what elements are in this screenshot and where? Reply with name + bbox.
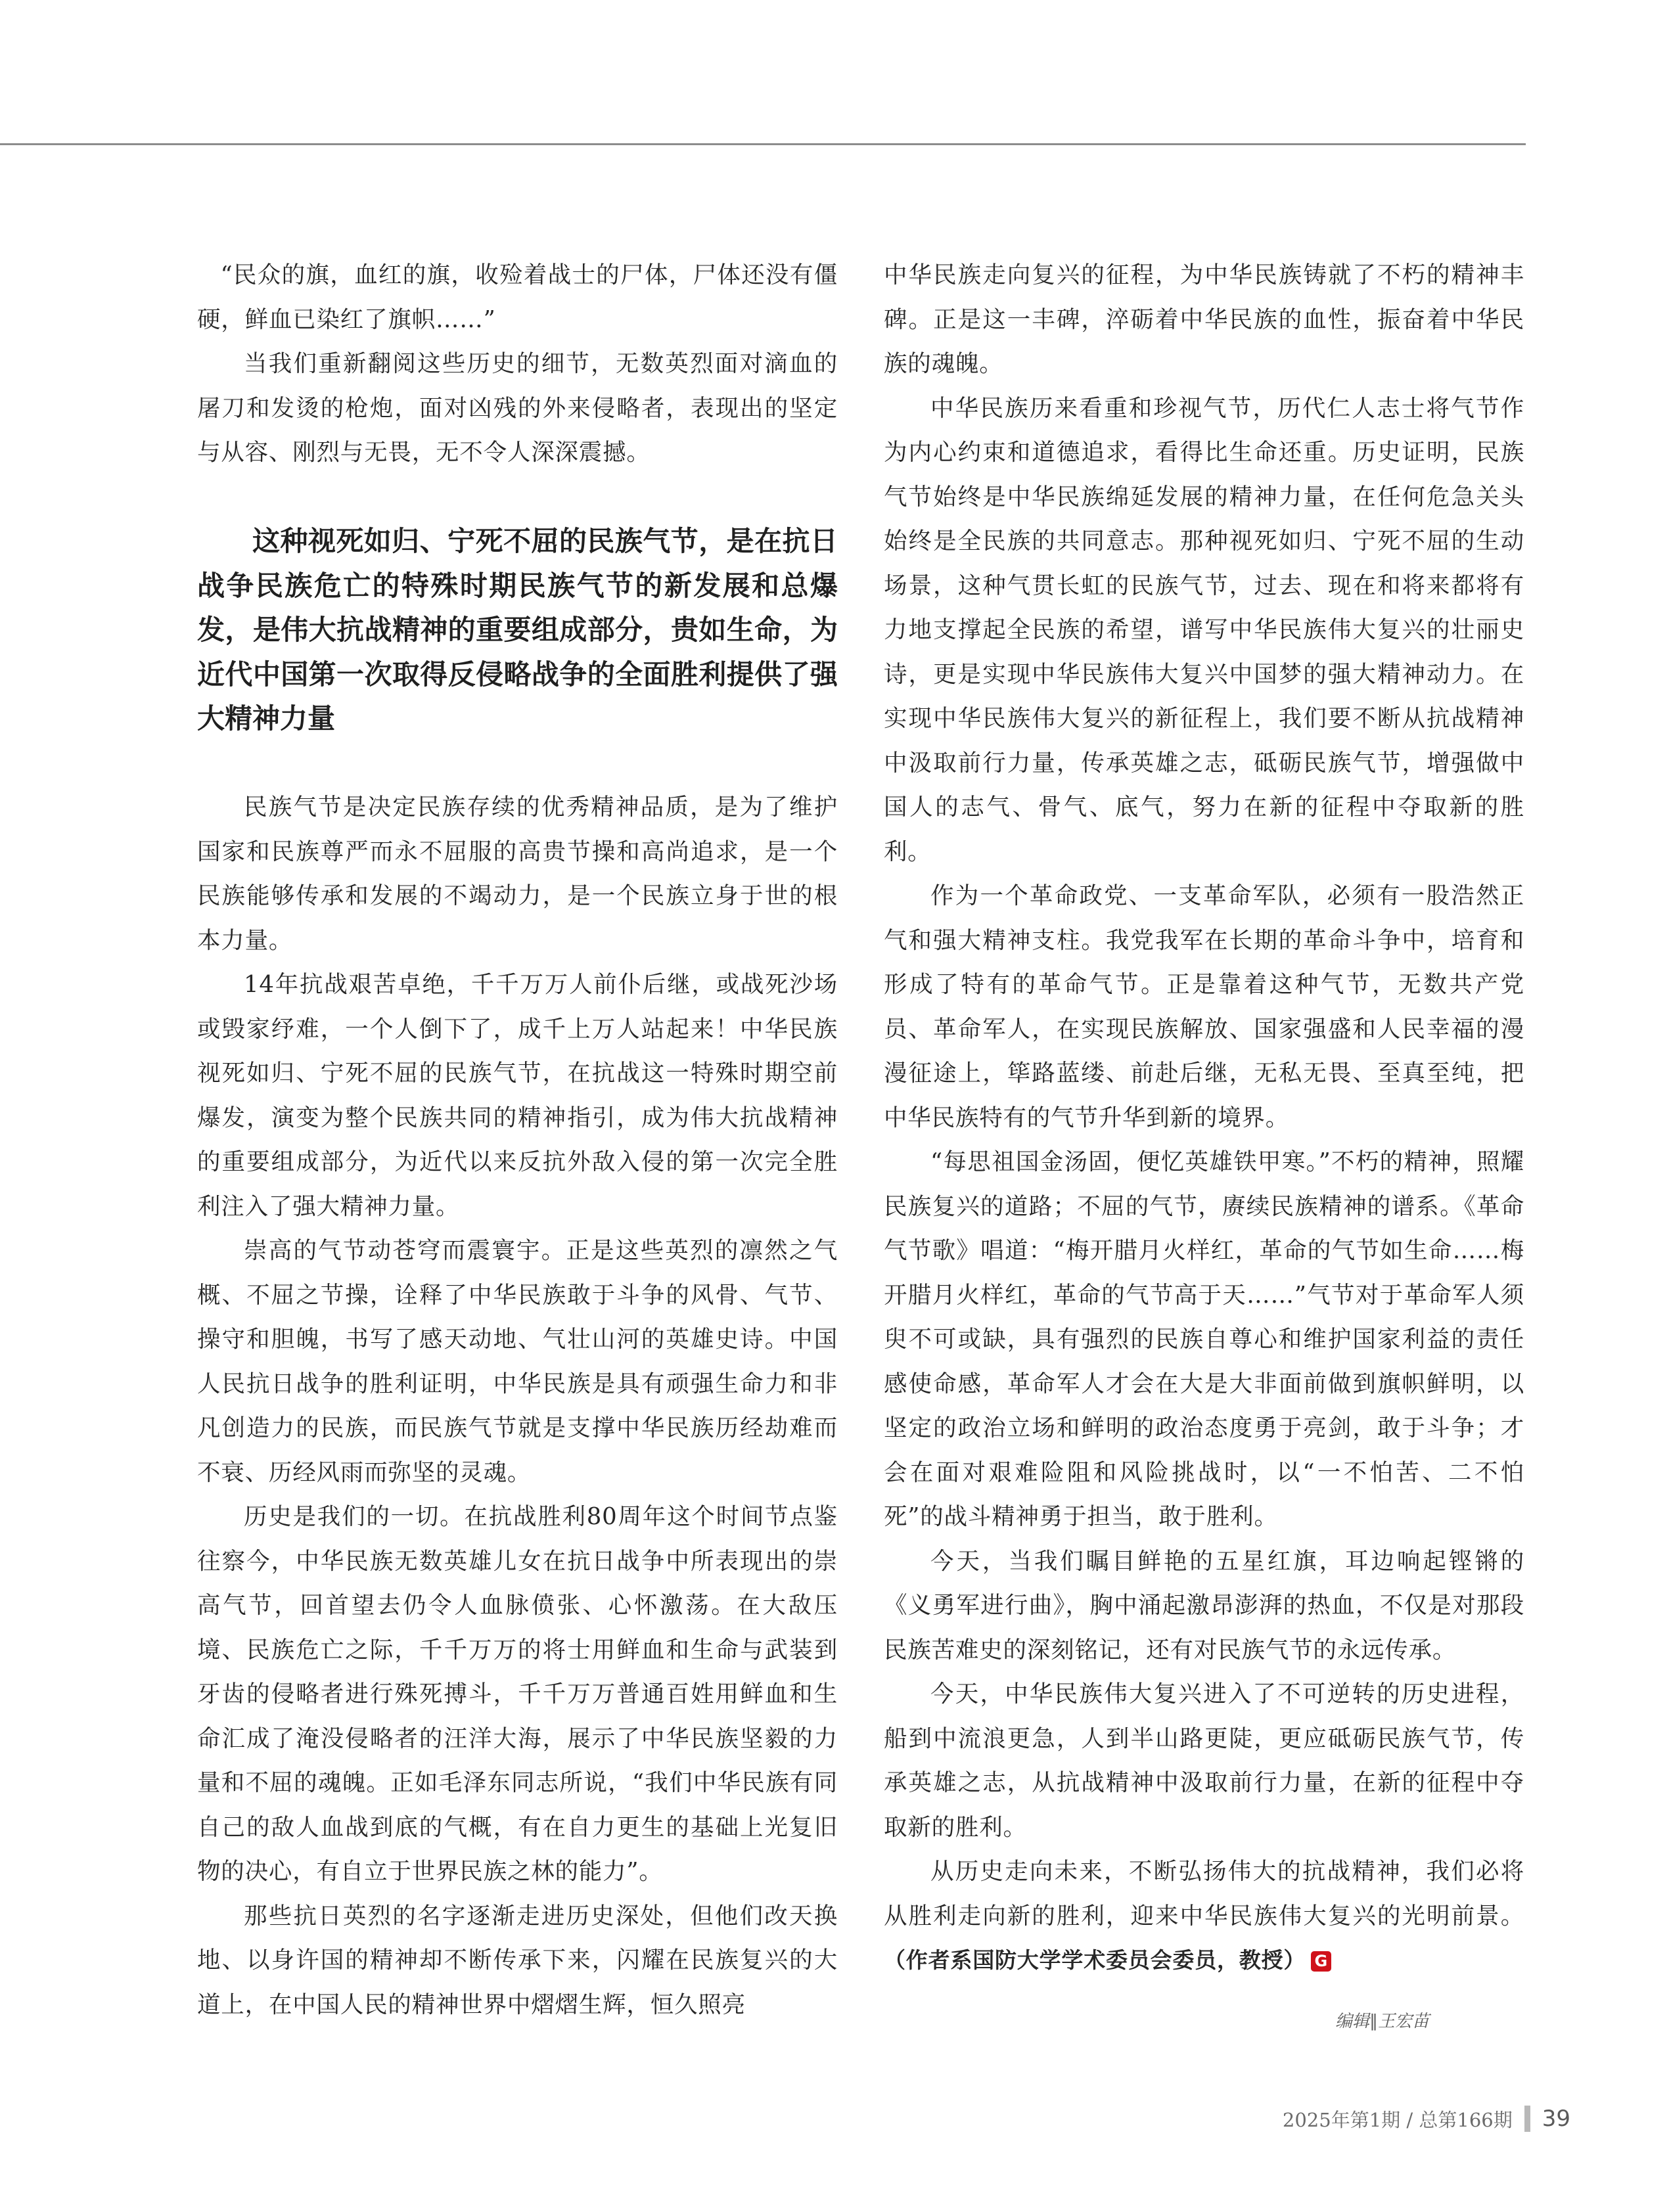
body-paragraph: 那些抗日英烈的名字逐渐走进历史深处，但他们改天换地、以身许国的精神却不断传承下来，闪耀在民族复兴的大道上，在中国人民的精神世界中熠熠生辉，恒久照亮 [197,1902,838,2018]
spacer [197,741,838,786]
body-paragraph: 崇高的气节动苍穹而震寰宇。正是这些英烈的凛然之气概、不屈之节操，诠释了中华民族敢于斗争的风骨、气节、操守和胆魄，书写了感天动地、气壮山河的英雄史诗。中国人民抗日战争的胜利证明，中华民族是具有顽强生命力和非凡创造力的民族，而民族气节就是支撑中华民族历经劫难而不衰、历经风雨而弥坚的灵魂。 [197,1237,838,1486]
spacer [197,475,838,520]
pull-quote: 这种视死如归、宁死不屈的民族气节，是在抗日战争民族危亡的特殊时期民族气节的新发展和总爆发，是伟大抗战精神的重要组成部分，贵如生命，为近代中国第一次取得反侵略战争的全面胜利提供了强大精神力量 [197,525,838,734]
body-paragraph: 中华民族历来看重和珍视气节，历代仁人志士将气节作为内心约束和道德追求，看得比生命还重。历史证明，民族气节始终是中华民族绵延发展的精神力量，在任何危急关头始终是全民族的共同意志。那种视死如归、宁死不屈的生动场景，这种气贯长虹的民族气节，过去、现在和将来都将有力地支撑起全民族的希望，谱写中华民族伟大复兴的壮丽史诗，更是实现中华民族伟大复兴中国梦的强大精神动力。在实现中华民族伟大复兴的新征程上，我们要不断从抗战精神中汲取前行力量，传承英雄之志，砥砺民族气节，增强做中国人的志气、骨气、底气，努力在新的征程中夺取新的胜利。 [884,394,1524,865]
body-paragraph: 今天，中华民族伟大复兴进入了不可逆转的历史进程，船到中流浪更急，人到半山路更陡，更应砥砺民族气节，传承英雄之志，从抗战精神中汲取前行力量，在新的征程中夺取新的胜利。 [884,1681,1524,1841]
folio [1117,2102,1570,2135]
folio-divider [1524,2106,1530,2132]
body-paragraph: 当我们重新翻阅这些历史的细节，无数英烈面对滴血的屠刀和发烫的枪炮，面对凶残的外来侵略者，表现出的坚定与从容、刚烈与无畏，无不令人深深震撼。 [197,350,838,466]
left-column [197,253,838,2027]
body-text: 历史是我们的一切。在抗战胜利80周年这个时间节点鉴往察今，中华民族无数英雄儿女在抗日战争中所表现出的崇高气节，回首望去仍令人血脉偾张、心怀激荡。在大敌压境、民族危亡之际，千千万万的将士用鲜血和生命与武装到牙齿的侵略者进行殊死搏斗，千千万万普通百姓用鲜血和生命汇成了淹没侵略者的汪洋大海，展示了中华民族坚毅的力量和不屈的魂魄。正如毛泽东同志所说， [197,1503,838,1796]
body-paragraph [197,1495,838,1894]
page-number: 39 [1542,2106,1570,2132]
intro-quote: “民众的旗，血红的旗，收殓着战士的尸体，尸体还没有僵硬，鲜血已染红了旗帜……” [197,261,838,333]
right-column [884,253,1524,1983]
top-rule [0,143,1526,145]
end-mark-icon: G [1311,1951,1331,1972]
body-paragraph: 作为一个革命政党、一支革命军队，必须有一股浩然正气和强大精神支柱。我党我军在长期的革命斗争中，培育和形成了特有的革命气节。正是靠着这种气节，无数共产党员、革命军人，在实现民族解放、国家强盛和人民幸福的漫漫征途上，筚路蓝缕、前赴后继，无私无畏、至真至纯，把中华民族特有的气节升华到新的境界。 [884,882,1524,1131]
body-paragraph: “每思祖国金汤固，便忆英雄铁甲寒。”不朽的精神，照耀民族复兴的道路；不屈的气节，赓续民族精神的谱系。《革命气节歌》唱道：“梅开腊月火样红，革命的气节如生命……梅开腊月火样红，革命的气节高于天……”气节对于革命军人须臾不可或缺，具有强烈的民族自尊心和维护国家利益的责任感使命感，革命军人才会在大是大非面前做到旗帜鲜明，以坚定的政治立场和鲜明的政治态度勇于亮剑，敢于斗争；才会在面对艰难险阻和风险挑战时，以“一不怕苦、二不怕死”的战斗精神勇于担当，敢于胜利。 [884,1148,1524,1530]
closing-paragraph [884,1849,1524,1983]
mao-quote: “我们中华民族有同自己的敌人血战到底的气概，有在自力更生的基础上光复旧物的决心，有自立于世界民族之林的能力”。 [197,1769,838,1885]
body-paragraph-continued: 中华民族走向复兴的征程，为中华民族铸就了不朽的精神丰碑。正是这一丰碑，淬砺着中华民族的血性，振奋着中华民族的魂魄。 [884,261,1524,377]
body-paragraph: 今天，当我们瞩目鲜艳的五星红旗，耳边响起铿锵的《义勇军进行曲》，胸中涌起激昂澎湃的热血，不仅是对那段民族苦难史的深刻铭记，还有对民族气节的永远传承。 [884,1547,1524,1663]
author-bio: （作者系国防大学学术委员会委员，教授） [884,1947,1306,1973]
editor-credit: 编辑∥王宏苗 [1335,2012,1430,2031]
issue-info: 2025年第1期 / 总第166期 [1282,2108,1513,2131]
body-paragraph: 民族气节是决定民族存续的优秀精神品质，是为了维护国家和民族尊严而永不屈服的高贵节操和高尚追求，是一个民族能够传承和发展的不竭动力，是一个民族立身于世的根本力量。 [197,794,838,954]
body-paragraph: 14年抗战艰苦卓绝，千千万万人前仆后继，或战死沙场或毁家纾难，一个人倒下了，成千上万人站起来！中华民族视死如归、宁死不屈的民族气节，在抗战这一特殊时期空前爆发，演变为整个民族共同的精神指引，成为伟大抗战精神的重要组成部分，为近代以来反抗外敌入侵的第一次完全胜利注入了强大精神力量。 [197,971,838,1220]
body-text: 从历史走向未来，不断弘扬伟大的抗战精神，我们必将从胜利走向新的胜利，迎来中华民族伟大复兴的光明前景。 [884,1858,1524,1930]
